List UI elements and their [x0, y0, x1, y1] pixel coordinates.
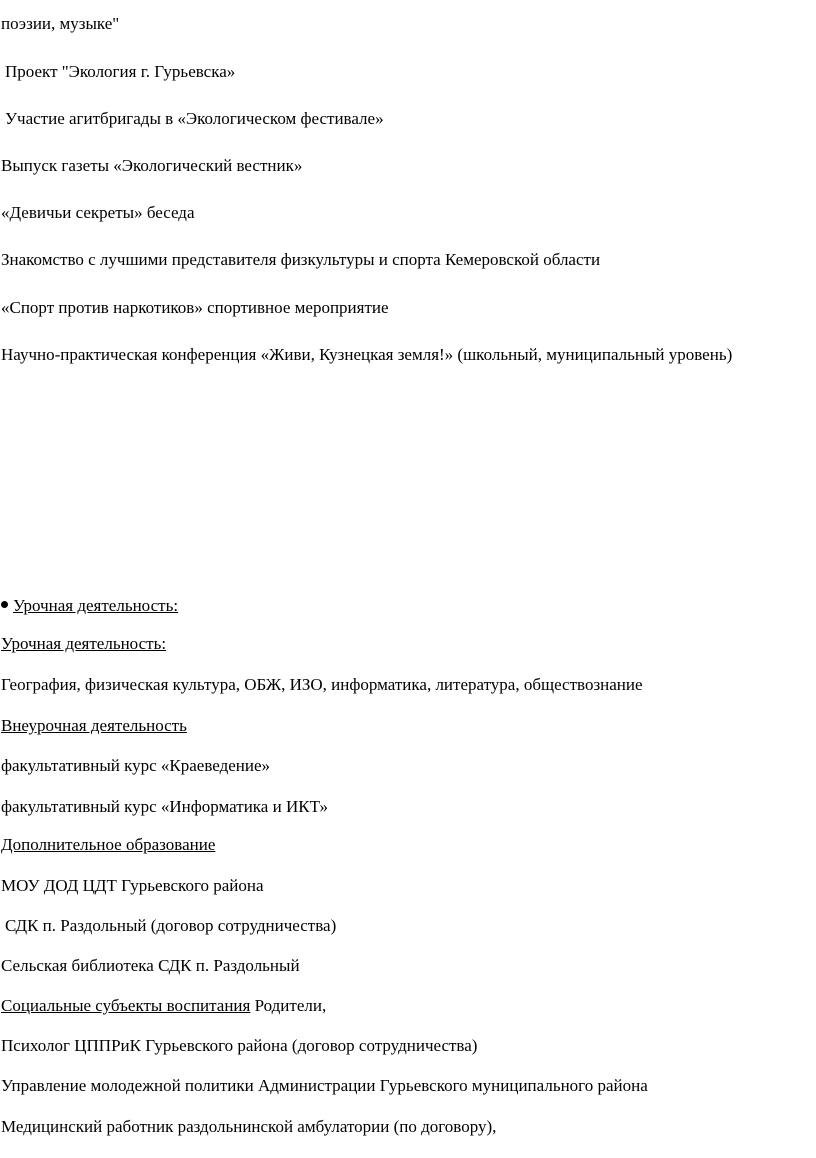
- text-line: Проект "Экология г. Гурьевска»: [5, 62, 236, 81]
- lessons-text: География, физическая культура, ОБЖ, ИЗО, информатика, литература, обществознание: [1, 675, 643, 694]
- text-line: Участие агитбригады в «Экологическом фестивале»: [5, 109, 384, 128]
- text-line: «Девичьи секреты» беседа: [1, 203, 195, 222]
- text-line: Знакомство с лучшими представителя физкультуры и спорта Кемеровской области: [1, 250, 601, 269]
- additional-item: Сельская библиотека СДК п. Раздольный: [1, 956, 300, 975]
- additional-item: СДК п. Раздольный (договор сотрудничества): [5, 916, 337, 935]
- extra-item: факультативный курс «Краеведение»: [1, 756, 271, 775]
- section-heading-extra: Внеурочная деятельность: [1, 716, 187, 735]
- extra-item: факультативный курс «Информатика и ИКТ»: [1, 797, 329, 816]
- section-heading-social: Социальные субъекты воспитания: [1, 996, 251, 1015]
- section-heading-lessons: Урочная деятельность:: [1, 634, 167, 653]
- social-item: Управление молодежной политики Администрации Гурьевского муниципального района: [1, 1076, 648, 1095]
- additional-item: МОУ ДОД ЦДТ Гурьевского района: [1, 876, 264, 895]
- text-line: Научно-практическая конференция «Живи, Кузнецкая земля!» (школьный, муниципальный уровень): [1, 345, 733, 364]
- bullet-heading: Урочная деятельность:: [13, 596, 179, 615]
- social-item: Медицинский работник раздольнинской амбулатории (по договору),: [1, 1117, 497, 1136]
- text-line: Выпуск газеты «Экологический вестник»: [1, 156, 303, 175]
- text-line: «Спорт против наркотиков» спортивное мероприятие: [1, 298, 389, 317]
- bullet-item: [1, 596, 178, 616]
- social-item: Психолог ЦППРиК Гурьевского района (договор сотрудничества): [1, 1036, 478, 1055]
- bullet-icon: [1, 601, 8, 608]
- social-first-item: Родители,: [250, 996, 327, 1015]
- social-line: [1, 996, 326, 1016]
- text-line: поэзии, музыке": [1, 14, 120, 33]
- section-heading-additional: Дополнительное образование: [1, 835, 216, 854]
